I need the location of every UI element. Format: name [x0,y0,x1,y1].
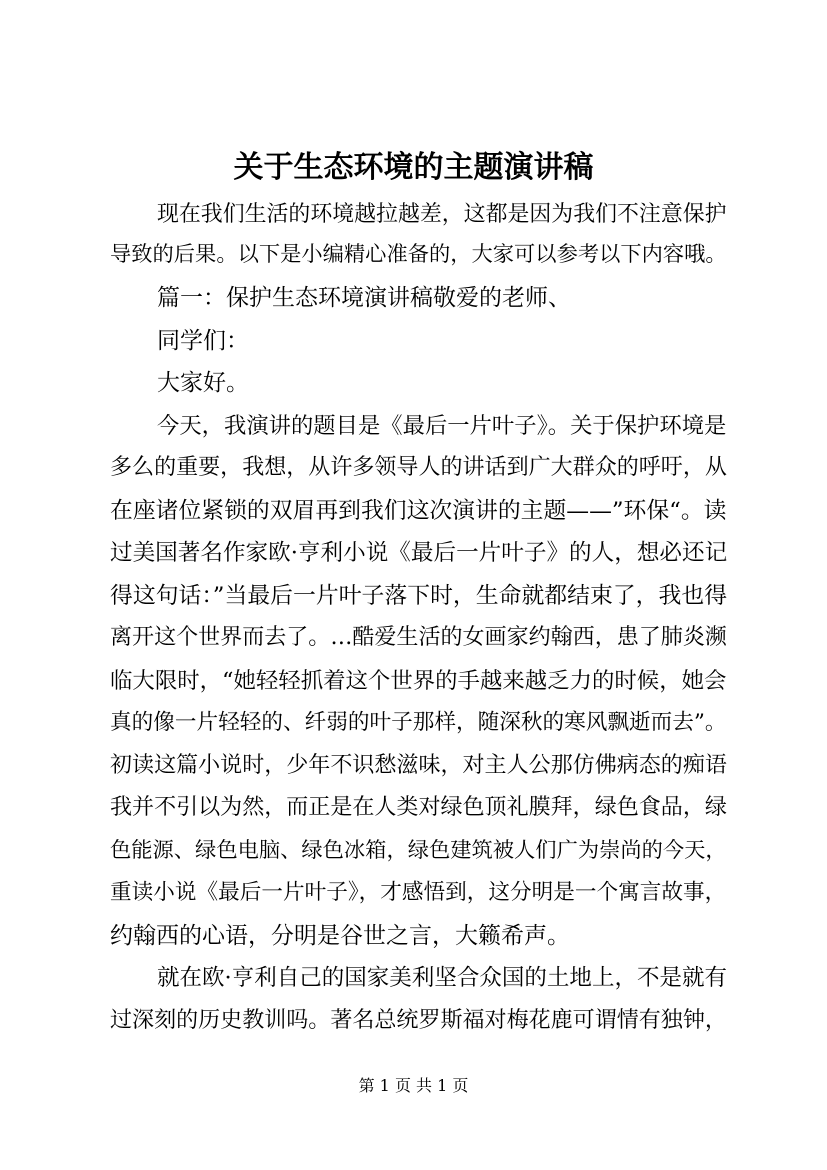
paragraph-line: 篇一：保护生态环境演讲稿敬爱的老师、 [157,285,571,311]
paragraph-line: 我并不引以为然，而正是在人类对绿色顶礼膜拜，绿色食品，绿 [110,795,727,820]
paragraph-line: 在座诸位紧锁的双眉再到我们这次演讲的主题——”环保“。读 [110,498,727,524]
paragraph-line: 就在欧·亨利自己的国家美利坚合众国的土地上，不是就有 [157,965,728,991]
paragraph-line: 重读小说《最后一片叶子》，才感悟到，这分明是一个寓言故事， [110,880,727,905]
paragraph-line: 导致的后果。以下是小编精心准备的，大家可以参考以下内容哦。 [110,242,727,267]
paragraph-line: 大家好。 [157,370,249,396]
paragraph-line: 初读这篇小说时，少年不识愁滋味，对主人公那仿佛病态的痴语 [110,753,727,778]
paragraph-line: 得这句话：”当最后一片叶子落下时，生命就都结束了，我也得 [110,583,728,609]
paragraph-line: 现在我们生活的环境越拉越差，这都是因为我们不注意保护 [157,202,727,227]
paragraph-line: 临大限时，“她轻轻抓着这个世界的手越来越乏力的时候，她会 [110,668,727,694]
page-footer: 第 1 页 共 1 页 [358,1076,469,1095]
paragraph-line: 过深刻的历史教训吗。著名总统罗斯福对梅花鹿可谓情有独钟， [110,1008,727,1033]
document-title: 关于生态环境的主题演讲稿 [233,150,594,185]
paragraph-line: 过美国著名作家欧·亨利小说《最后一片叶子》的人，想必还记 [110,540,728,566]
paragraph-line: 今天，我演讲的题目是《最后一片叶子》。关于保护环境是 [157,413,727,439]
paragraph-line: 离开这个世界而去了。…酷爱生活的女画家约翰西，患了肺炎濒 [110,625,727,650]
paragraph-line: 色能源、绿色电脑、绿色冰箱，绿色建筑被人们广为崇尚的今天， [110,838,727,863]
paragraph-line: 约翰西的心语，分明是谷世之言，大籁希声。 [110,923,570,949]
paragraph-line: 多么的重要，我想，从许多领导人的讲话到广大群众的呼吁，从 [110,455,727,480]
paragraph-line: 同学们： [157,328,249,354]
paragraph-line: 真的像一片轻轻的、纤弱的叶子那样，随深秋的寒风飘逝而去”。 [110,710,727,735]
